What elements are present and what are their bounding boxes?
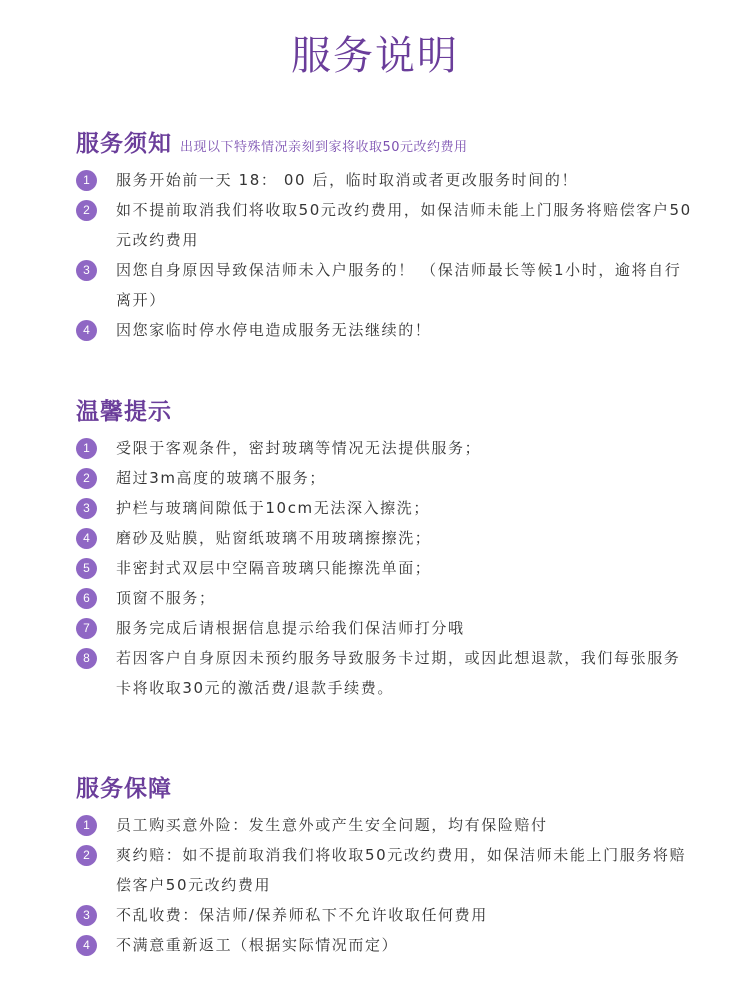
number-badge: 1: [76, 170, 97, 191]
number-badge: 2: [76, 200, 97, 221]
item-text: 若因客户自身原因未预约服务导致服务卡过期，或因此想退款，我们每张服务卡将收取30元的激活费/退款手续费。: [116, 649, 681, 697]
list-item: [76, 493, 696, 523]
list-item: [76, 315, 696, 345]
number-badge: 3: [76, 905, 97, 926]
section-note: 出现以下特殊情况亲刻到家将收取50元改约费用: [180, 140, 468, 155]
section-header: [76, 772, 696, 806]
section-header: [76, 127, 696, 161]
number-badge: 1: [76, 438, 97, 459]
item-text: 超过3m高度的玻璃不服务；: [116, 469, 326, 487]
list-item: [76, 900, 696, 930]
item-text: 服务开始前一天 18： 00 后，临时取消或者更改服务时间的！: [116, 171, 579, 189]
number-badge: 4: [76, 320, 97, 341]
item-list: [76, 165, 696, 345]
section-title: 服务须知: [76, 131, 172, 157]
item-text: 爽约赔：如不提前取消我们将收取50元改约费用，如保洁师未能上门服务将赔偿客户50元改约费用: [116, 846, 687, 894]
item-text: 护栏与玻璃间隙低于10cm无法深入擦洗；: [116, 499, 430, 517]
number-badge: 8: [76, 648, 97, 669]
list-item: [76, 613, 696, 643]
list-item: [76, 165, 696, 195]
section-title: 服务保障: [76, 776, 172, 802]
section-service-guarantee: [76, 772, 696, 960]
number-badge: 1: [76, 815, 97, 836]
section-title: 温馨提示: [76, 399, 172, 425]
list-item: [76, 583, 696, 613]
number-badge: 2: [76, 468, 97, 489]
list-item: [76, 810, 696, 840]
number-badge: 6: [76, 588, 97, 609]
number-badge: 4: [76, 935, 97, 956]
list-item: [76, 643, 696, 703]
item-text: 不乱收费：保洁师/保养师私下不允许收取任何费用: [116, 906, 488, 924]
list-item: [76, 523, 696, 553]
list-item: [76, 195, 696, 255]
section-tips: [76, 395, 696, 703]
item-text: 顶窗不服务；: [116, 589, 216, 607]
item-text: 磨砂及贴膜，贴窗纸玻璃不用玻璃擦擦洗；: [116, 529, 432, 547]
list-item: [76, 255, 696, 315]
page-title: 服务说明: [291, 33, 459, 79]
item-text: 受限于客观条件，密封玻璃等情况无法提供服务；: [116, 439, 482, 457]
list-item: [76, 553, 696, 583]
number-badge: 3: [76, 498, 97, 519]
item-list: [76, 433, 696, 703]
number-badge: 5: [76, 558, 97, 579]
item-text: 不满意重新返工（根据实际情况而定）: [116, 936, 399, 954]
list-item: [76, 463, 696, 493]
item-text: 非密封式双层中空隔音玻璃只能擦洗单面；: [116, 559, 432, 577]
number-badge: 2: [76, 845, 97, 866]
item-text: 因您自身原因导致保洁师未入户服务的！ （保洁师最长等候1小时，逾将自行离开）: [116, 261, 682, 309]
list-item: [76, 840, 696, 900]
item-list: [76, 810, 696, 960]
list-item: [76, 433, 696, 463]
section-header: [76, 395, 696, 429]
number-badge: 3: [76, 260, 97, 281]
number-badge: 4: [76, 528, 97, 549]
item-text: 服务完成后请根据信息提示给我们保洁师打分哦: [116, 619, 465, 637]
item-text: 如不提前取消我们将收取50元改约费用，如保洁师未能上门服务将赔偿客户50元改约费用: [116, 201, 692, 249]
number-badge: 7: [76, 618, 97, 639]
item-text: 员工购买意外险：发生意外或产生安全问题，均有保险赔付: [116, 816, 548, 834]
section-service-notice: [76, 127, 696, 345]
list-item: [76, 930, 696, 960]
item-text: 因您家临时停水停电造成服务无法继续的！: [116, 321, 432, 339]
